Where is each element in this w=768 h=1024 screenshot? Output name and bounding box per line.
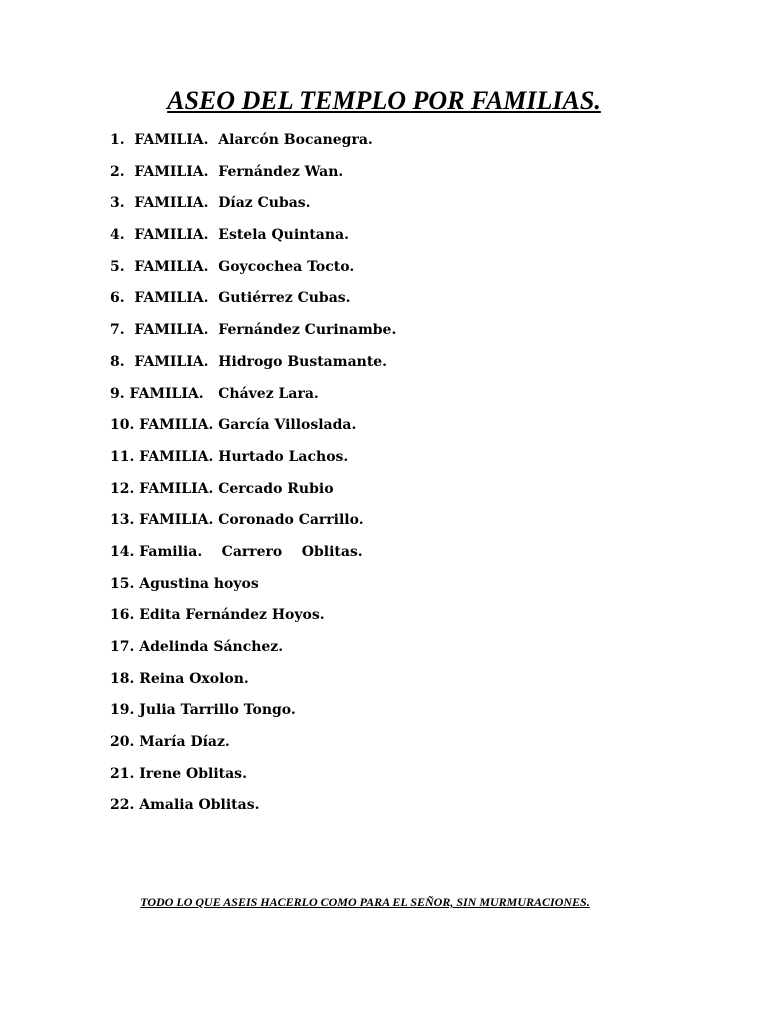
list-item: 18. Reina Oxolon. [110,670,249,687]
list-item: 16. Edita Fernández Hoyos. [110,607,325,624]
list-item: 13. FAMILIA. Coronado Carrillo. [110,512,364,529]
list-item: 19. Julia Tarrillo Tongo. [110,702,296,719]
document-title: ASEO DEL TEMPLO POR FAMILIAS. [167,86,601,115]
list-item: 9. FAMILIA. Chávez Lara. [110,385,319,402]
list-item: 14. Familia. Carrero Oblitas. [110,543,363,560]
list-item: 2. FAMILIA. Fernández Wan. [110,163,344,180]
list-item: 8. FAMILIA. Hidrogo Bustamante. [110,353,388,370]
list-item: 4. FAMILIA. Estela Quintana. [110,227,349,244]
list-item: 15. Agustina hoyos [110,575,259,592]
list-item: 22. Amalia Oblitas. [110,797,260,814]
list-item: 5. FAMILIA. Goycochea Tocto. [110,258,355,275]
list-item: 10. FAMILIA. García Villoslada. [110,417,357,434]
list-item: 3. FAMILIA. Díaz Cubas. [110,195,311,212]
list-item: 6. FAMILIA. Gutiérrez Cubas. [110,290,351,307]
footer-note: TODO LO QUE ASEIS HACERLO COMO PARA EL SEÑOR, SIN MURMURACIONES. [140,895,590,909]
list-item: 20. María Díaz. [110,734,230,751]
list-item: 11. FAMILIA. Hurtado Lachos. [110,448,349,465]
list-item: 21. Irene Oblitas. [110,765,247,782]
list-item: 17. Adelinda Sánchez. [110,639,284,655]
list-item: 12. FAMILIA. Cercado Rubio [110,480,334,497]
list-item: 7. FAMILIA. Fernández Curinambe. [110,322,397,339]
family-list [110,130,396,827]
list-item: 1. FAMILIA. Alarcón Bocanegra. [110,132,373,148]
